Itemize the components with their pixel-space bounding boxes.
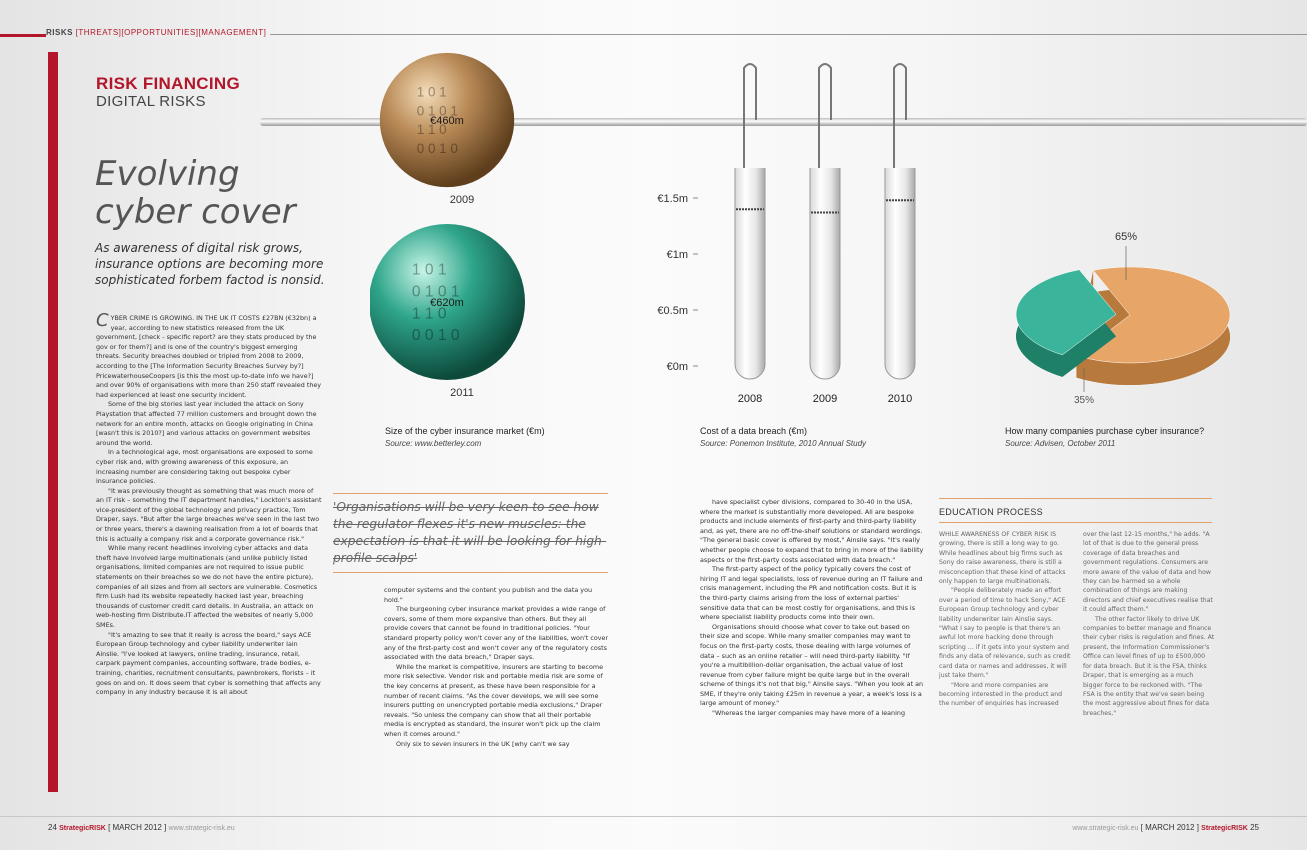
- brand-logo-right: StrategicRISK: [1201, 825, 1248, 832]
- pull-quote: [333, 493, 608, 573]
- article-column-2: [384, 586, 610, 749]
- caption-source: Source: Advisen, October 2011: [1005, 439, 1116, 448]
- education-rule: [939, 522, 1212, 523]
- paragraph: "People deliberately made an effort over a period of time to hack Sony," ACE European Group technology and cyber liability underwriter Iain Ainslie says. "What I say to people is that there's an awful lot more hacking done through scripting … if it gets into your system and finds any data of relevance, such as credit card data or names and addresses, it will just take them.": [939, 587, 1071, 680]
- caption-title: Cost of a data breach (€m): [700, 426, 808, 436]
- lead-caps: YBER CRIME IS GROWING. IN THE UK IT COSTS £27BN: [110, 314, 284, 322]
- pull-quote-text: 'Organisations will be very keen to see how the regulator flexes it's new muscles: the expectation is that it will be looking for high-profile scalps': [333, 500, 607, 565]
- page-number-left: 24: [48, 823, 57, 832]
- article-column-1: [96, 310, 322, 698]
- y-tick-label: €0m: [666, 361, 688, 373]
- chart-market-size: [370, 50, 570, 410]
- title-line-1: Evolving: [95, 154, 240, 194]
- test-tube-2009: [810, 168, 840, 379]
- nav-rule: [270, 34, 1307, 35]
- chart-breach-cost: [650, 58, 950, 408]
- issue-right: [ MARCH 2012 ]: [1140, 823, 1199, 832]
- binary-digits: 0 0 1 0: [416, 140, 458, 156]
- paragraph: While many recent headlines involving cyber attacks and data theft have involved large multinationals (and unlike publicly listed organisations, limited companies are not required to issue public statements on their breaches so we do not have the entire picture), companies of all sizes and from all sectors are vulnerable. Cosmetics firm Lush had its website repeatedly hacked last year, breaching thousands of customer credit card details. In Australia, an attack on web-hosting firm Distribute.IT affected the websites of nearly 5,000 SMEs.: [96, 544, 318, 629]
- binary-digits: 1 1 0: [416, 122, 447, 138]
- chart-purchase-pie: [990, 220, 1250, 420]
- article-column-3: [700, 498, 924, 719]
- red-sidebar-bar: [48, 52, 58, 792]
- paragraph: "More and more companies are becoming interested in the product and the number of enquiries has increased: [939, 681, 1063, 708]
- title-line-2: cyber cover: [95, 192, 296, 232]
- nav-active: RISKS: [46, 28, 73, 37]
- nav-text: [46, 28, 266, 37]
- paragraph-text: (€32bn) a year, according to new statistics released from the UK government, [check - specific report? are they stats produced by the gov or for them?] and is one of the country's biggest emerging threats. Security breaches doubled or tripled from 2008 to 2009, according to the [The Information Security Breaches Survey by?] PricewaterhouseCoopers [is this the most up-to-date info we have?] and over 90% of organisations with more than 250 staff revealed they had experienced at least one security incident.: [96, 314, 322, 399]
- standfirst: As awareness of digital risk grows, insurance options are becoming more sophisticated forbem factod is nonsid.: [95, 241, 325, 287]
- paragraph: The first-party aspect of the policy typically covers the cost of hiring IT and legal specialists, loss of revenue during an IT failure and crisis management, including the PR and notification costs. But it is the third-party claims arising from the loss of external parties' sensitive data that can be most costly for organisations, and this is where specialist liability products come into their own.: [700, 565, 923, 622]
- paragraph: The other factor likely to drive UK companies to better manage and finance their cyber risks is regulation and fines. At present, the Information Commissioner's Office can level fines of up to £500,000 for data breach. But it is the FSA, thinks Draper, that is emerging as a much bigger force to be reckoned with. "The FSA is the entity that we've seen being the most aggressive about fines for data breaches,": [1083, 615, 1215, 717]
- nav-accent: [0, 34, 46, 37]
- chart-caption-pie: [1005, 426, 1204, 448]
- paragraph: The burgeoning cyber insurance market provides a wide range of covers, some of them more expansive than others. But they all provide covers that cannot be found in traditional policies. "Your standard property policy won't cover any of the liabilities, won't cover any of the first-party cost and won't cover any of the regulatory costs associated with the data breach," Draper says.: [384, 605, 609, 662]
- paragraph: WHILE AWARENESS OF CYBER RISK IS growing, there is still a long way to go. While headlines about big firms such as Sony do raise awareness, there is still a misconception that these kind of attacks only happen to large multinationals.: [939, 531, 1066, 586]
- footer-left: [48, 823, 235, 832]
- nav-items: [THREATS][OPPORTUNITIES][MANAGEMENT]: [75, 28, 267, 37]
- tube-hook: [894, 64, 906, 168]
- kicker-digital-risks: DIGITAL RISKS: [96, 93, 206, 110]
- binary-digits: 0 0 1 0: [411, 327, 460, 345]
- caption-title: How many companies purchase cyber insurance?: [1005, 426, 1205, 436]
- pie-group: [1016, 231, 1230, 406]
- binary-digits: 0 1 0 1: [416, 103, 458, 119]
- category-label: 2009: [449, 194, 475, 207]
- y-tick-label: €1.5m: [657, 193, 688, 205]
- paragraph: Only six to seven insurers in the UK [why can't we say: [396, 739, 570, 748]
- paragraph: "It was previously thought as something that was much more of an IT risk – something the IT department handles," Lockton's assistant vice-president of the global technology and privacy practice, Tom Draper, says. "But after the large breaches we've seen in the last two or three years, there's a dawning realisation from a lot of boards that this is actually a company risk and a corporate governance risk.": [96, 486, 322, 543]
- tube-hook: [744, 64, 756, 168]
- pie-label: 65%: [1114, 231, 1138, 243]
- page-title: [95, 155, 355, 231]
- paragraph: "It's amazing to see that it really is across the board," says ACE European Group technology and cyber liability underwriter Iain Ainslie. "I've looked at lawyers, online trading, insurance, retail, carpark payment companies, accounting software, trade bodies, e-training, charities, recruitment consultants, pawnbrokers, florists – it goes on and on. It does seem that cyber is something that affects any company in any industry because it is all about: [96, 630, 321, 697]
- education-column-1: [939, 530, 1071, 709]
- paragraph: In a technological age, most organisations are exposed to some cyber risk and, with growing awareness of this exposure, an increasing number are considering taking out bespoke cyber insurance policies.: [96, 448, 313, 486]
- education-column-2: [1083, 530, 1215, 718]
- binary-digits: 1 0 1: [416, 84, 447, 100]
- section-nav: [0, 28, 1307, 38]
- kicker-risk-financing: RISK FINANCING: [96, 74, 240, 93]
- category-label: 2008: [737, 393, 763, 405]
- value-label: €620m: [430, 297, 464, 309]
- y-tick-label: €0.5m: [657, 305, 688, 317]
- category-label: 2009: [812, 393, 838, 405]
- paragraph: Organisations should choose what cover to take out based on their size and scope. While many smaller companies may want to focus on the first-party costs, those dealing with large volumes of data – such as an online retailer – will need third-party liability. "If you're a multibillion-dollar organisation, the actual value of lost revenue from cyber failure might be quite large but in the overall scheme of things it's not that big," Ainslie says. "When you look at an SME, if they're only taking £25m in revenue a year, a week's loss is a large amount of money.": [700, 622, 924, 708]
- category-label: 2010: [887, 393, 913, 405]
- category-label: 2011: [450, 387, 474, 399]
- page-footer: [0, 816, 1307, 836]
- caption-source: Source: Ponemon Institute, 2010 Annual Study: [700, 439, 867, 448]
- value-label: €460m: [430, 115, 464, 127]
- pie-label: 35%: [1073, 395, 1095, 406]
- chart-caption-market: [385, 426, 545, 448]
- issue-left: [ MARCH 2012 ]: [108, 823, 167, 832]
- education-heading: EDUCATION PROCESS: [939, 498, 1212, 517]
- url-left: www.strategic-risk.eu: [168, 825, 235, 832]
- url-right: www.strategic-risk.eu: [1072, 825, 1139, 832]
- binary-digits: 1 1 0: [411, 305, 447, 323]
- binary-digits: 1 0 1: [411, 261, 447, 279]
- paragraph: Some of the big stories last year included the attack on Sony Playstation that affected 77 million customers and brought down the network for an entire month, attacks on Google originating in China [wasn't this is 2010?] and various attacks on government websites around the world.: [96, 400, 317, 447]
- footer-right: [1072, 823, 1259, 832]
- spheres-group: [370, 53, 525, 399]
- chart-caption-breach: [700, 426, 866, 448]
- tube-hook: [819, 64, 831, 168]
- paragraph: have specialist cyber divisions, compared to 30-40 in the USA, where the market is substantially more developed. All are bespoke products and include elements of first-party and third-party liability and, as yet, there are no off-the-shelf solutions or standard wordings. "The general basic cover is offered by most," Ainslie says. "It's really whether people choose to expand that to bring in more of the liability aspects or the first-party costs associated with data breach.": [700, 498, 924, 564]
- binary-digits: 0 1 0 1: [411, 283, 460, 301]
- y-tick-label: €1m: [666, 249, 688, 261]
- paragraph: [96, 310, 322, 400]
- brand-logo-left: StrategicRISK: [59, 825, 106, 832]
- paragraph: While the market is competitive, insurers are starting to become more risk selective. Vendor risk and portable media risk are some of the key concerns at present, as these have been responsible for a number of recent claims. "As the cover develops, we will see some insurers putting on unencrypted portable media exclusions," Draper reveals. "So unless the company can show that all their portable media is encrypted as standard, the insurer won't pick up the claim when it comes around.": [384, 662, 604, 738]
- paragraph: computer systems and the content you publish and the data you hold.": [384, 586, 593, 604]
- tubes-group: [657, 64, 915, 405]
- paragraph: over the last 12-15 months," he adds. "A lot of that is due to the general press coverage of data breaches and government regulations. Consumers are more aware of the value of data and how they can be harmed so a whole combination of things are making directors and chief executives realise that it could affect them.": [1083, 531, 1213, 614]
- test-tube-2008: [735, 168, 765, 379]
- caption-title: Size of the cyber insurance market (€m): [385, 426, 545, 436]
- drop-cap: C: [96, 310, 109, 331]
- paragraph: "Whereas the larger companies may have more of a leaning: [712, 709, 905, 718]
- caption-source: Source: www.betterley.com: [385, 439, 482, 448]
- footer-rule: [0, 816, 1307, 817]
- page-number-right: 25: [1250, 823, 1259, 832]
